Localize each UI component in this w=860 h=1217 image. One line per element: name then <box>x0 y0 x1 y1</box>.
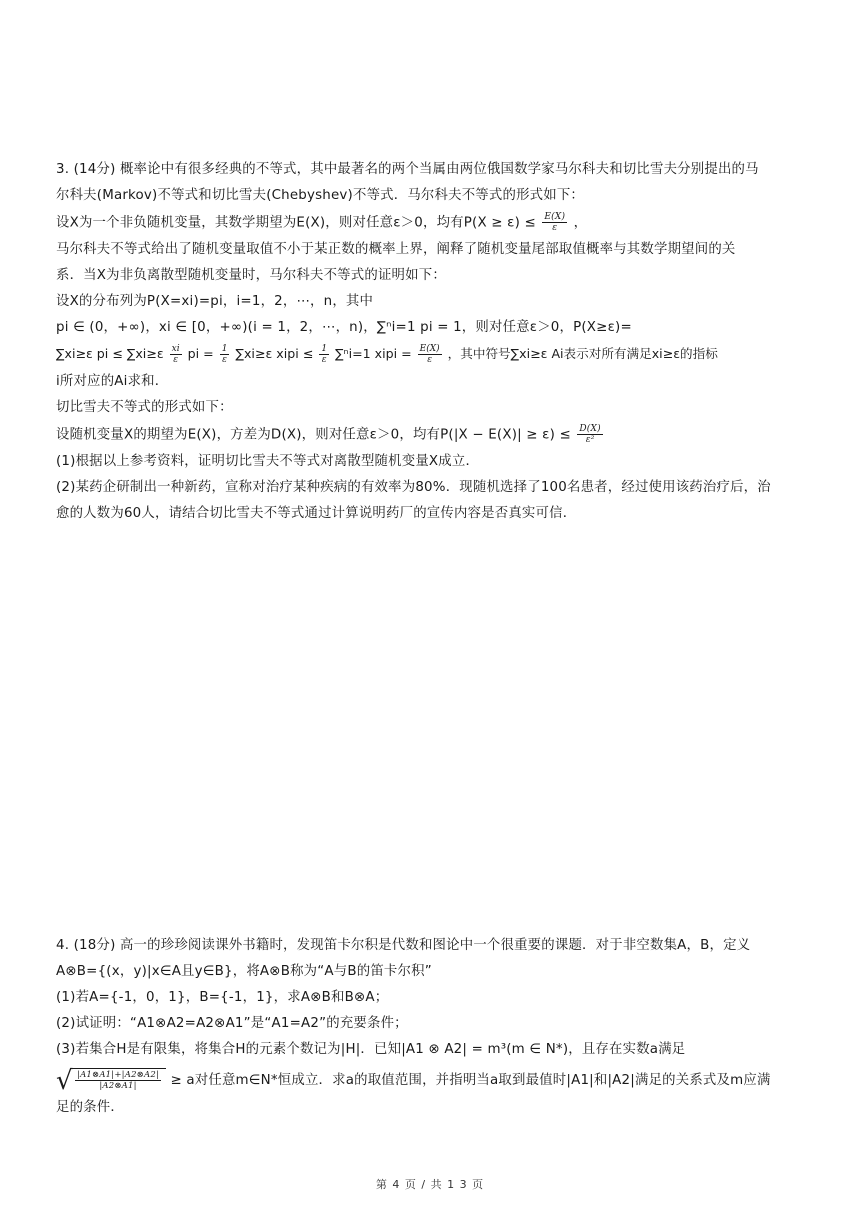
q3-line-6: 设X的分布列为P(X=xi)=pi，i=1，2，⋯，n，其中 <box>56 294 374 309</box>
fraction: $\frac{E(X)}{\varepsilon}$ <box>544 212 566 233</box>
q3-line-5: 系．当X为非负离散型随机变量时，马尔科夫不等式的证明如下： <box>56 268 446 283</box>
q4-subquestion-1: (1)若A={-1，0，1}，B={-1，1}，求A⊗B和B⊗A； <box>56 990 389 1005</box>
q3-line-8-proof: ∑xi≥ε pi ≤ ∑xi≥ε $\frac{xi}{\varepsilon}$ pi = $\frac{1}{\varepsilon}$ ∑xi≥ε xipi ≤ $\frac{1}{\varepsilon}$ ∑ⁿi=1 xipi = $\frac{E(X)}{\varepsilon}$ ，其中符号∑xi≥ε Ai表示对所有满足xi≥ε的指标 <box>56 344 718 365</box>
q3-line-10: 切比雪夫不等式的形式如下： <box>56 400 233 415</box>
q4-subquestion-2: (2)试证明：“A1⊗A2=A2⊗A1”是“A1=A2”的充要条件； <box>56 1016 408 1031</box>
q4-line-6-sqrt-inequality: √ $\frac{|A1\otimes A1|+|A2\otimes A2|}{|A2\otimes A1|}$ ≥ a对任意m∈N*恒成立．求a的取值范围，并指明当a取到最值时|A1|和|A2|满足的关系式及m应满 <box>56 1066 771 1096</box>
fraction: $\frac{xi}{\varepsilon}$ <box>171 344 180 365</box>
q3-subquestion-1: (1)根据以上参考资料，证明切比雪夫不等式对离散型随机变量X成立． <box>56 454 480 469</box>
fraction: $\frac{E(X)}{\varepsilon}$ <box>419 344 440 365</box>
square-root: √ $\frac{|A1\otimes A1|+|A2\otimes A2|}{|A2\otimes A1|}$ <box>56 1068 166 1092</box>
page-footer: 第 4 页 / 共 1 3 页 <box>375 1178 485 1191</box>
fraction: $\frac{1}{\varepsilon}$ <box>221 344 228 365</box>
fraction: $\frac{D(X)}{\text{ε²}}$ <box>579 424 601 445</box>
q3-line-9: i所对应的Ai求和． <box>56 374 169 389</box>
fraction: $\frac{|A1\otimes A1|+|A2\otimes A2|}{|A2\otimes A1|}$ <box>77 1070 160 1091</box>
q3-subquestion-2: (2)某药企研制出一种新药，宣称对治疗某种疾病的有效率为80%．现随机选择了100名患者，经过使用该药治疗后，治 <box>56 480 771 495</box>
q3-line-1: 3. (14分) 概率论中有很多经典的不等式，其中最著名的两个当属由两位俄国数学家马尔科夫和切比雪夫分别提出的马 <box>56 162 759 177</box>
q4-line-2: A⊗B={(x，y)|x∈A且y∈B}，将A⊗B称为“A与B的笛卡尔积” <box>56 964 432 979</box>
q3-line-2: 尔科夫(Markov)不等式和切比雪夫(Chebyshev)不等式．马尔科夫不等式的形式如下： <box>56 188 585 203</box>
q4-line-1: 4. (18分) 高一的珍珍阅读课外书籍时，发现笛卡尔积是代数和图论中一个很重要的课题．对于非空数集A，B，定义 <box>56 938 751 953</box>
q3-line-3-markov-inequality: 设X为一个非负随机变量，其数学期望为E(X)，则对任意ε＞0，均有P(X ≥ ε) ≤ $\frac{E(X)}{\varepsilon}$ ， <box>56 212 588 233</box>
q3-line-7: pi ∈ (0，+∞)，xi ∈ [0，+∞)(i = 1，2，⋯，n)，∑ⁿi=1 pi = 1，则对任意ε＞0，P(X≥ε)= <box>56 320 632 335</box>
q3-line-11-chebyshev-inequality: 设随机变量X的期望为E(X)，方差为D(X)，则对任意ε＞0，均有P(|X − E(X)| ≥ ε) ≤ $\frac{D(X)}{\text{ε²}}$ <box>56 424 601 445</box>
q3-line-14: 愈的人数为60人，请结合切比雪夫不等式通过计算说明药厂的宣传内容是否真实可信． <box>56 506 577 521</box>
q4-line-7: 足的条件． <box>56 1100 124 1115</box>
fraction: $\frac{1}{\varepsilon}$ <box>321 344 328 365</box>
q4-subquestion-3: (3)若集合H是有限集，将集合H的元素个数记为|H|．已知|A1 ⊗ A2| = m³(m ∈ N*)，且存在实数a满足 <box>56 1042 686 1057</box>
q3-line-4: 马尔科夫不等式给出了随机变量取值不小于某正数的概率上界，阐释了随机变量尾部取值概率与其数学期望间的关 <box>56 242 736 257</box>
